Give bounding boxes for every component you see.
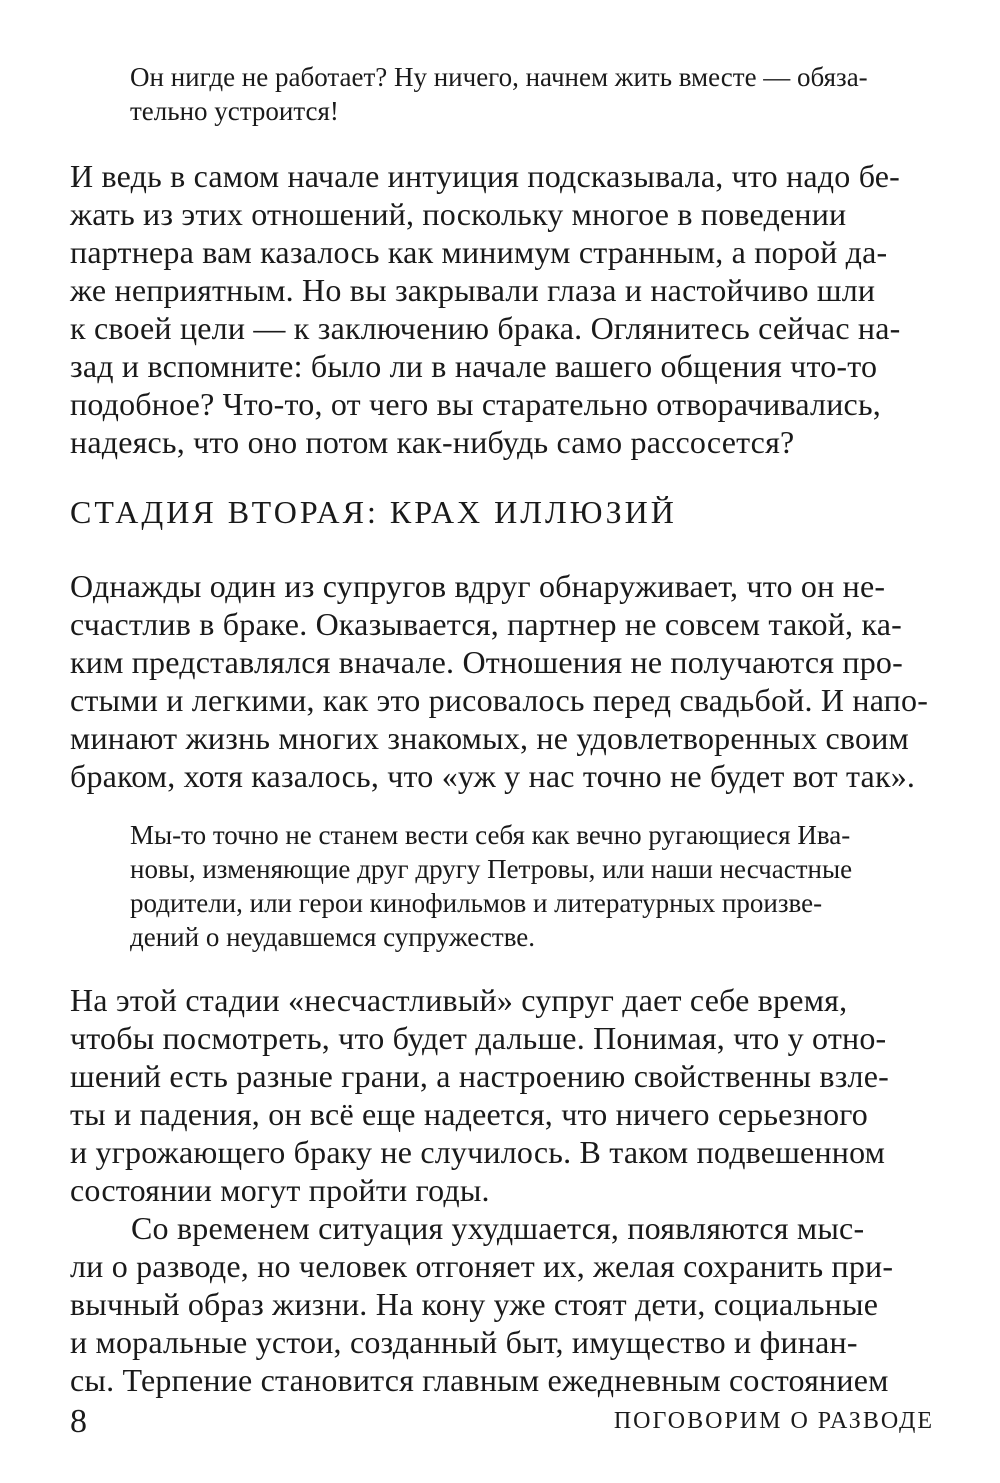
text-line: браком, хотя казалось, что «уж у нас точно не будет вот так». — [70, 758, 916, 794]
text-line: и моральные устои, созданный быт, имущество и финан- — [70, 1324, 858, 1360]
text-line: подобное? Что-то, от чего вы старательно отворачивались, — [70, 386, 881, 422]
text-line: Однажды один из супругов вдруг обнаруживает, что он не- — [70, 568, 886, 604]
page-number: 8 — [70, 1403, 87, 1440]
text-line: зад и вспомните: было ли в начале вашего общения что-то — [70, 348, 878, 384]
text-line: шений есть разные грани, а настроению свойственны взле- — [70, 1058, 889, 1094]
text-line: к своей цели — к заключению брака. Оглянитесь сейчас на- — [70, 310, 901, 346]
text-line: и угрожающего браку не случилось. В таком подвешенном — [70, 1134, 886, 1170]
text-line: сы. Терпение становится главным ежедневным состоянием — [70, 1362, 889, 1398]
text-line: стыми и легкими, как это рисовалось перед свадьбой. И напо- — [70, 682, 929, 718]
text-line: счастлив в браке. Оказывается, партнер не совсем такой, ка- — [70, 606, 902, 642]
text-line: жать из этих отношений, поскольку многое в поведении — [70, 196, 847, 232]
quote-line: Он нигде не работает? Ну ничего, начнем жить вместе — обяза- — [130, 62, 868, 92]
text-line: чтобы посмотреть, что будет дальше. Понимая, что у отно- — [70, 1020, 887, 1056]
quote-line: Мы-то точно не станем вести себя как вечно ругающиеся Ива- — [130, 820, 851, 850]
quote-line: новы, изменяющие друг другу Петровы, или наши несчастные — [130, 854, 853, 884]
quote-line: родители, или герои кинофильмов и литературных произве- — [130, 888, 823, 918]
text-line: состоянии могут пройти годы. — [70, 1172, 490, 1208]
text-line: И ведь в самом начале интуиция подсказывала, что надо бе- — [70, 158, 901, 194]
text-line: ли о разводе, но человек отгоняет их, желая сохранить при- — [70, 1248, 894, 1284]
running-title: ПОГОВОРИМ О РАЗВОДЕ — [613, 1408, 934, 1434]
section-heading: СТАДИЯ ВТОРАЯ: КРАХ ИЛЛЮЗИЙ — [70, 494, 677, 530]
text-line: ты и падения, он всё еще надеется, что ничего серьезного — [70, 1096, 869, 1132]
quote-line: дений о неудавшемся супружестве. — [130, 922, 536, 952]
text-line: вычный образ жизни. На кону уже стоят дети, социальные — [70, 1286, 879, 1322]
text-line: Со временем ситуация ухудшается, появляются мыс- — [131, 1210, 865, 1246]
text-line: ким представлялся вначале. Отношения не получаются про- — [70, 644, 903, 680]
text-line: надеясь, что оно потом как-нибудь само рассосется? — [70, 424, 795, 460]
text-line: минают жизнь многих знакомых, не удовлетворенных своим — [70, 720, 909, 756]
text-line: На этой стадии «несчастливый» супруг дает себе время, — [70, 982, 848, 1018]
text-line: партнера вам казалось как минимум странным, а порой да- — [70, 234, 888, 270]
text-line: же неприятным. Но вы закрывали глаза и настойчиво шли — [70, 272, 876, 308]
quote-line: тельно устроится! — [130, 96, 339, 126]
